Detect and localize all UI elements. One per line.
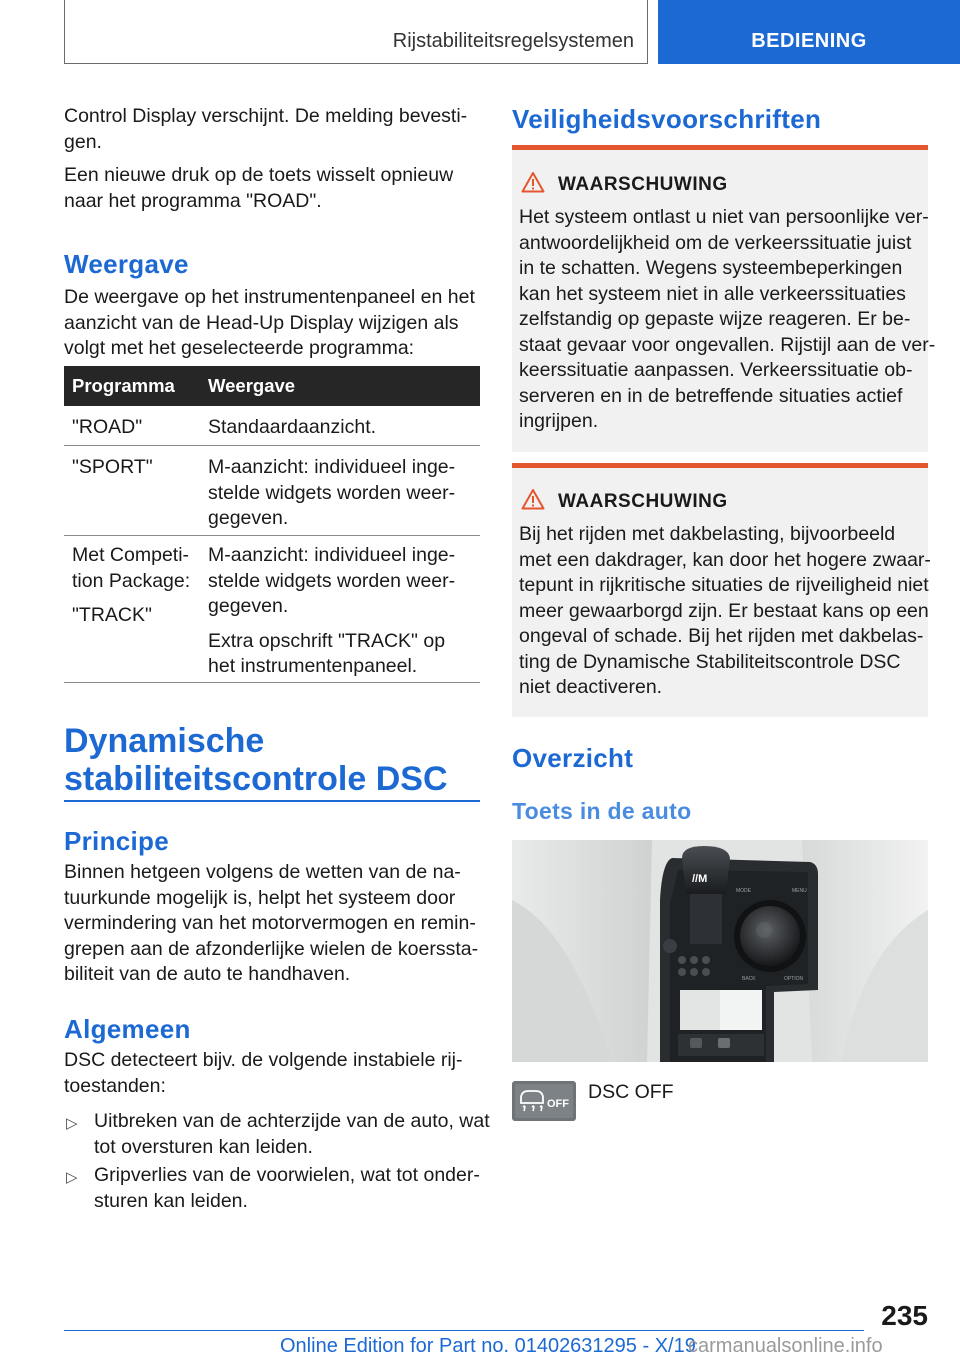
toets-heading: Toets in de auto (512, 798, 692, 824)
bullet-item (94, 1109, 490, 1160)
table-cell-display (208, 543, 455, 680)
footer-rule (64, 1330, 864, 1331)
text-line: Uitbreken van de achterzijde van de auto, wat (94, 1110, 490, 1132)
table-header (64, 366, 480, 406)
warning-title: WAARSCHUWING (558, 491, 728, 512)
table-row-divider (64, 535, 480, 536)
mode-label: MODE (736, 888, 751, 894)
dsc-off-button-icon (512, 1081, 576, 1121)
warning-triangle-icon (521, 171, 545, 193)
text-line: gegeven. (208, 507, 289, 529)
header-tab[interactable] (658, 0, 960, 64)
dsc-button-text: OFF (547, 1098, 569, 1110)
text-line: ongeval of schade. Bij het rijden met dakbelas- (519, 625, 924, 647)
algemeen-heading: Algemeen (64, 1014, 191, 1044)
title-underline (64, 800, 480, 802)
table-cell-program: "ROAD" (72, 416, 143, 438)
bullet-icon: ▷ (66, 1169, 78, 1186)
back-label: BACK (742, 976, 756, 982)
warning-text (519, 522, 931, 701)
text-line: stelde widgets worden weer- (208, 569, 456, 592)
text-line: antwoordelijkheid om de verkeerssituatie juist (519, 231, 912, 254)
text-line: stelde widgets worden weer- (208, 481, 456, 504)
text-line: ingrijpen. (519, 410, 599, 432)
center-console-photo (512, 840, 928, 1062)
text-line: in te schatten. Wegens systeembeperkingen (519, 257, 903, 279)
text-line: biliteit van de auto te handhaven. (64, 963, 351, 985)
principe-heading: Principe (64, 826, 169, 856)
text-line: Gripverlies van de voorwielen, wat tot onder- (94, 1164, 480, 1186)
text-line: niet deactiveren. (519, 676, 663, 698)
text-line: "TRACK" (72, 604, 152, 626)
text-line: Dynamische (64, 722, 265, 760)
page-number: 235 (881, 1300, 928, 1331)
option-label: OPTION (784, 976, 804, 982)
text-line: tuurkunde mogelijk is, helpt het systeem door (64, 886, 456, 909)
text-line: Control Display verschijnt. De melding bevesti- (64, 105, 468, 127)
text-line: gen. (64, 130, 102, 153)
dsc-chapter-title (64, 722, 448, 798)
table-header-program: Programma (72, 375, 175, 396)
text-line: tot oversturen kan leiden. (94, 1135, 313, 1158)
table-row-divider (64, 445, 480, 446)
text-line: vermindering van het motorvermogen en remin- (64, 912, 476, 934)
bullet-icon: ▷ (66, 1115, 78, 1132)
text-line: Het systeem ontlast u niet van persoonlijke ver- (519, 206, 929, 228)
menu-label: MENU (792, 888, 807, 894)
text-line: sturen kan leiden. (94, 1189, 248, 1212)
table-cell-display: Standaardaanzicht. (208, 416, 377, 438)
warning-text (519, 205, 935, 435)
watermark: carmanualsonline.info (688, 1335, 883, 1357)
text-line: aanzicht van de Head-Up Display wijzigen als (64, 311, 459, 334)
table-header-display: Weergave (208, 375, 296, 396)
text-line: grepen aan de afzonderlijke wielen de koerssta- (64, 937, 479, 960)
principe-paragraph (64, 860, 478, 988)
text-line: stabiliteitscontrole DSC (64, 760, 448, 798)
text-line: zelfstandig op gepaste wijze reageren. Er be- (519, 308, 911, 330)
text-line: Binnen hetgeen volgens de wetten van de na- (64, 861, 461, 883)
text-line: ting de Dynamische Stabiliteitscontrole DSC (519, 650, 901, 673)
text-line: tepunt in rijkritische situaties de rijveiligheid niet (519, 574, 929, 596)
weergave-heading: Weergave (64, 249, 189, 279)
warning-triangle-icon (521, 488, 545, 510)
intro-paragraph-2 (64, 163, 453, 214)
text-line: gegeven. (208, 595, 289, 617)
text-line: staat gevaar voor ongevallen. Rijstijl aan de ver- (519, 333, 936, 356)
text-line: tion Package: (72, 569, 191, 592)
text-line: De weergave op het instrumentenpaneel en het (64, 286, 475, 308)
m-logo: //M (692, 873, 708, 885)
overzicht-heading: Overzicht (512, 743, 634, 773)
table-row-divider (64, 682, 480, 683)
text-line: Bij het rijden met dakbelasting, bijvoorbeeld (519, 523, 896, 545)
intro-paragraph-1 (64, 104, 467, 155)
table-cell-program: "SPORT" (72, 456, 153, 478)
text-line: volgt met het geselecteerde programma: (64, 337, 415, 359)
text-line: kan het systeem niet in alle verkeerssituaties (519, 282, 906, 305)
text-line: Extra opschrift "TRACK" op (208, 629, 446, 652)
text-line: toestanden: (64, 1074, 166, 1097)
text-line: Met Competi- (72, 544, 190, 566)
footer-edition: Online Edition for Part no. 01402631295 - X/19 (280, 1335, 696, 1357)
dsc-off-label: DSC OFF (588, 1081, 674, 1103)
header-tab-label: BEDIENING (751, 30, 867, 52)
text-line: naar het programma "ROAD". (64, 189, 322, 212)
table-cell-display (208, 455, 455, 532)
text-line: het instrumentenpaneel. (208, 655, 418, 677)
header-section-title: Rijstabiliteitsregelsystemen (392, 30, 634, 52)
bullet-item (94, 1163, 480, 1214)
safety-heading: Veiligheidsvoorschriften (512, 104, 822, 134)
text-line: Een nieuwe druk op de toets wisselt opnieuw (64, 164, 454, 186)
text-line: meer gewaarborgd zijn. Er bestaat kans op een (519, 599, 929, 622)
text-line: serveren en in de betreffende situaties actief (519, 384, 903, 407)
text-line: DSC detecteert bijv. de volgende instabiele rij- (64, 1049, 463, 1071)
text-line: met een dakdrager, kan door het hogere zwaar- (519, 548, 931, 571)
text-line: M-aanzicht: individueel inge- (208, 544, 456, 566)
warning-title: WAARSCHUWING (558, 174, 728, 195)
weergave-paragraph (64, 285, 475, 362)
algemeen-paragraph (64, 1048, 463, 1099)
table-cell-program (72, 543, 190, 629)
text-line: M-aanzicht: individueel inge- (208, 456, 456, 478)
text-line: keerssituatie aanpassen. Verkeerssituatie ob- (519, 359, 913, 381)
